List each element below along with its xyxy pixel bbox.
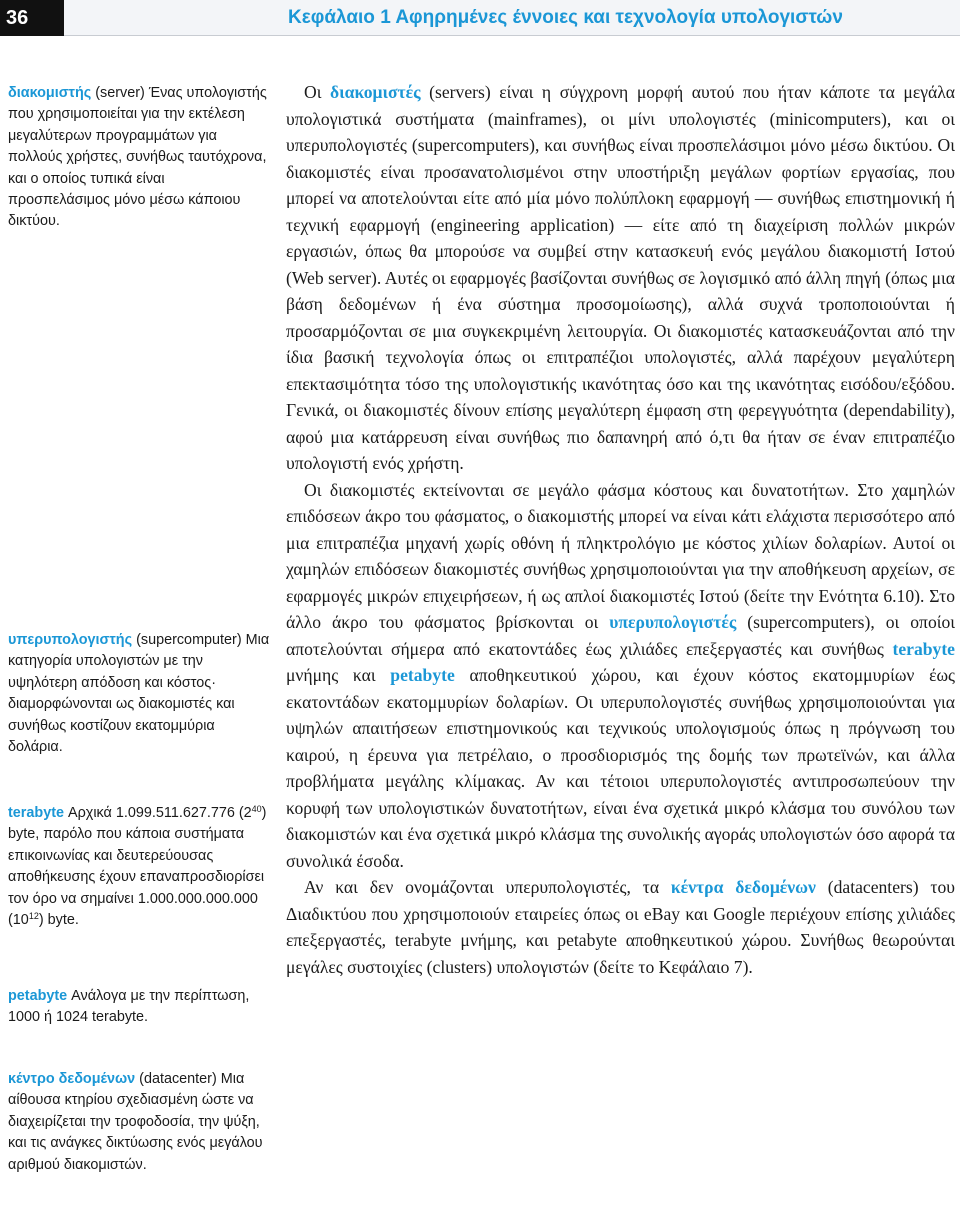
text-run: (servers) είναι η σύγχρονη μορφή αυτού που ήταν κάποτε τα μεγάλα υπολογιστικά συστήματα (mainframes), οι μίνι υπολογιστές (minicomputers), και οι υπερυπολογιστές (supercomputers), και συνήθως είναι προσπελάσιμοι μόνο μέσω δικτύου. Οι διακομιστές είναι προσανατολισμένοι στην υποστήριξη μεγάλων φορτίων εργασίας, που μπορεί να αποτελούνται είτε από μία μόνο πολύπλοκη εφαρμογή — συνήθως επιστημονική ή τεχνική εφαρμογή (engineering application) — είτε από τη διαχείριση πολλών μικρών εργασιών, όπως θα μπορούσε να συμβεί στην κατασκευή ενός μεγάλου διακομιστή Ιστού (Web server). Αυτές οι εφαρμογές βασίζονται συνήθως σε λογισμικό από άλλη πηγή (όπως μια βάση δεδομένων ή ένα σύστημα προσομοίωσης), αλλά συχνά τροποποιούνται ή προσαρμόζονται σε μια συγκεκριμένη λειτουργία. Οι διακομιστές κατασκευάζονται από την ίδια βασική τεχνολογία όπως οι επιτραπέζιοι υπολογιστές, αλλά παρέχουν μεγαλύτερη επεκτασιμότητα τόσο της υπολογιστικής ικανότητας όσο και της ικανότητας εισόδου/εξόδου. Γενικά, οι διακομιστές δίνουν επίσης μεγαλύτερη έμφαση στη φερεγγυότητα (dependability), αφού μια κατάρρευση είναι συνήθως πιο δαπανηρή από ό,τι θα ήταν σε έναν επιτραπέζιο υπολογιστή ενός χρήστη.	[286, 82, 955, 473]
highlight-term: υπερυπολογιστές	[609, 612, 737, 632]
glossary-definition: (supercomputer) Μια κατηγορία υπολογιστών με την υψηλότερη απόδοση και κόστος· διαμορφώνονται ως διακομιστές και συνήθως κοστίζουν εκατομμύρια δολάρια.	[8, 632, 270, 756]
paragraph-datacenters	[286, 874, 955, 980]
glossary-definition: (server) Ένας υπολογιστής που χρησιμοποιείται για την εκτέλεση μεγαλύτερων προγραμμάτων για πολλούς χρήστες, συνήθως ταυτόχρονα, και ο οποίος τυπικά είναι προσπελάσιμος μόνο μέσω κάποιου δικτύου.	[8, 85, 267, 230]
glossary-definition: Ανάλογα με την περίπτωση, 1000 ή 1024 terabyte.	[8, 988, 250, 1026]
highlight-term: διακομιστές	[330, 82, 421, 102]
text-run: Οι	[304, 82, 331, 102]
highlight-term: petabyte	[390, 665, 455, 685]
glossary-definition: Αρχικά 1.099.511.627.776 (2	[64, 805, 252, 821]
glossary-definition: ) byte.	[38, 912, 79, 929]
paragraph-server-range	[286, 477, 955, 875]
glossary-entry-datacenter	[8, 1069, 270, 1176]
glossary-entry-supercomputer	[8, 630, 270, 758]
page-header	[0, 0, 960, 36]
glossary-term: διακομιστής	[8, 85, 92, 101]
text-run: μνήμης και	[286, 665, 391, 685]
superscript: 12	[28, 911, 39, 922]
glossary-term: petabyte	[8, 988, 68, 1004]
page-number: 36	[0, 0, 64, 36]
chapter-title: Κεφάλαιο 1 Αφηρημένες έννοιες και τεχνολογία υπολογιστών	[64, 0, 960, 36]
text-run: Οι διακομιστές εκτείνονται σε μεγάλο φάσμα κόστους και δυνατοτήτων. Στο χαμηλών επιδόσεων άκρο του φάσματος, ο διακομιστής μπορεί να είναι κάτι ελάχιστα περισσότερο από μια επιτραπέζια μηχανή χωρίς οθόνη ή πληκτρολόγιο με κόστος χιλίων δολαρίων. Αυτοί οι χαμηλών επιδόσεων διακομιστές συνήθως χρησιμοποιούνται για την αποθήκευση αρχείων, σε εφαρμογές μικρών επιχειρήσεων, ή ως απλοί διακομιστές Ιστού (δείτε την Ενότητα 6.10). Στο άλλο άκρο του φάσματος βρίσκονται οι	[286, 479, 955, 632]
glossary-entry-terabyte	[8, 803, 270, 931]
glossary-definition: (datacenter) Μια αίθουσα κτηρίου σχεδιασμένη ώστε να διαχειρίζεται την τροφοδοσία, την ψύξη, και τις ανάγκες δικτύωσης ενός μεγάλου αριθμού διακομιστών.	[8, 1071, 263, 1173]
highlight-term: κέντρα δεδομένων	[670, 877, 816, 897]
glossary-entry-server	[8, 83, 270, 233]
text-run: αποθηκευτικού χώρου, και έχουν κόστος εκατομμυρίων έως εκατοντάδων εκατομμυρίων δολαρίων. Οι υπερυπολογιστές συνήθως χρησιμοποιούνται για υψηλών απαιτήσεων επιστημονικούς και τεχνικούς υπολογισμούς όπως η πρόγνωση του καιρού, η έρευνα για πετρέλαιο, ο προσδιορισμός της δομής των πρωτεϊνών, και άλλα προβλήματα μεγάλης κλίμακας. Αν και τέτοιοι υπερυπολογιστές αντιπροσωπεύουν την κορυφή των υπολογιστικών δυνατοτήτων, είναι ένα σχετικά μικρό κλάσμα του συνόλου των διακομιστών και ένα σχετικά μικρό κλάσμα της συνολικής αγοράς υπολογιστών όσο αφορά τα συνολικά έσοδα.	[286, 665, 955, 871]
paragraph-servers	[286, 79, 955, 477]
glossary-entry-petabyte	[8, 986, 270, 1029]
text-run: (datacenters) του Διαδικτύου που χρησιμοποιούν εταιρείες όπως οι eBay και Google περιέχουν επίσης χιλιάδες επεξεργαστές, terabyte μνήμης, και petabyte αποθηκευτικού χώρου. Συνήθως θεωρούνται μεγάλες συστοιχίες (clusters) υπολογιστών (δείτε το Κεφάλαιο 7).	[286, 877, 955, 977]
glossary-term: κέντρο δεδομένων	[8, 1071, 136, 1087]
highlight-term: terabyte	[892, 638, 955, 659]
glossary-term: terabyte	[8, 805, 64, 821]
main-text	[286, 79, 955, 980]
glossary-term: υπερυπολογιστής	[8, 632, 133, 648]
superscript: 40	[251, 804, 262, 814]
text-run: Αν και δεν ονομάζονται υπερυπολογιστές, τα	[304, 877, 671, 897]
text-run: (supercomputers), οι οποίοι αποτελούνται σήμερα από εκατοντάδες έως χιλιάδες επεξεργαστές και συνήθως	[286, 612, 955, 659]
glossary-definition: ) byte, παρόλο που κάποια συστήματα επικοινωνίας και δευτερεύουσας αποθήκευσης έχουν επαναπροσδιορίσει τον όρο να σημαίνει 1.000.000.000.000 (10	[8, 805, 267, 929]
